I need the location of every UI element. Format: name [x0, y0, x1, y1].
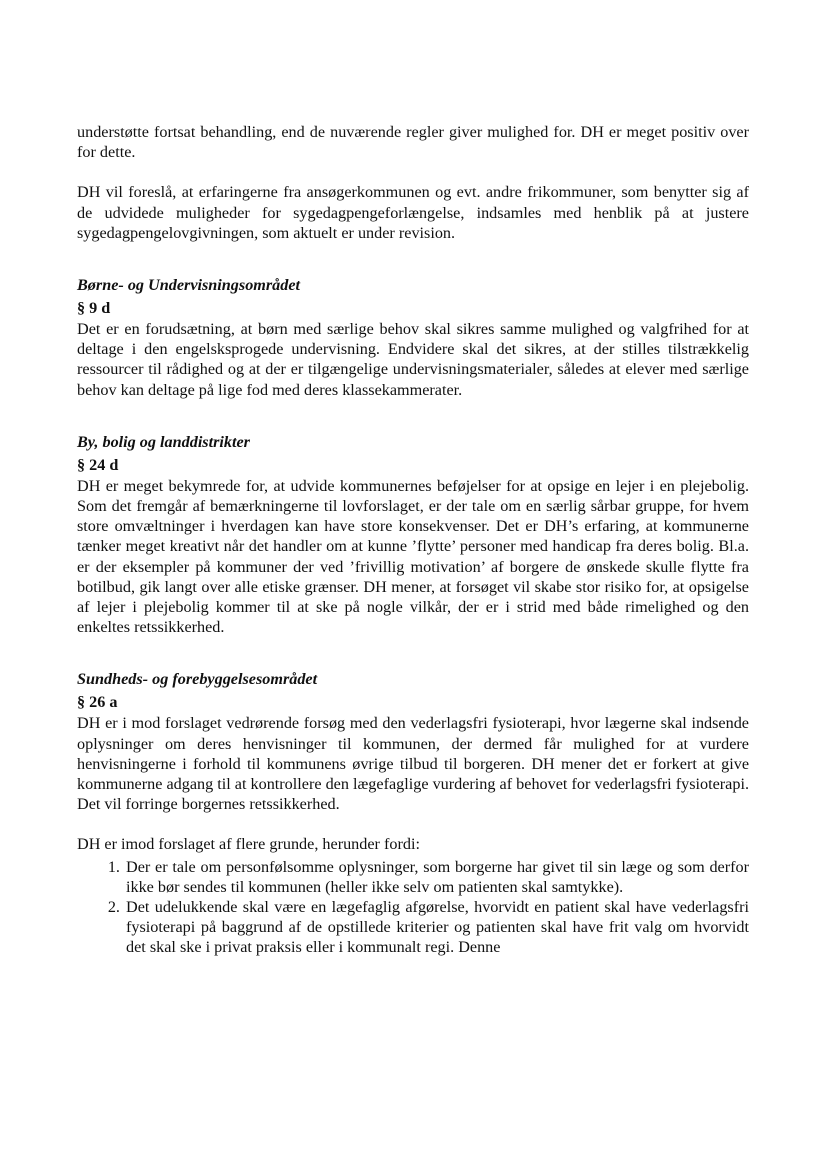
- section-text: Det er en forudsætning, at børn med særlige behov skal sikres samme mulighed og valgfrihed for at deltage i den engelsksprogede undervisning. Endvidere skal det sikres, at der stilles tilstrækkelig ressourcer til rådighed og at der er tilgængelige undervisningsmaterialer, således at elever med særlige behov kan deltage på lige fod med deres klassekammerater.: [77, 320, 749, 399]
- document-page: [77, 122, 749, 958]
- section-heading: By, bolig og landdistrikter: [77, 432, 250, 451]
- section-by-bolig-landdistrikter: [77, 432, 749, 638]
- reasons-intro: DH er imod forslaget af flere grunde, herunder fordi:: [77, 835, 420, 854]
- intro-paragraph-1: understøtte fortsat behandling, end de nuværende regler giver mulighed for. DH er meget positiv over for dette.: [77, 123, 749, 162]
- paragraph-number: § 9 d: [77, 299, 111, 318]
- intro-paragraph-2: DH vil foreslå, at erfaringerne fra ansøgerkommunen og evt. andre frikommuner, som benytter sig af de udvidede muligheder for sygedagpengeforlængelse, indsamles med henblik på at justere sygedagpengelovgivningen, som aktuelt er under revision.: [77, 183, 749, 242]
- reasons-list: [77, 857, 749, 958]
- paragraph-number: § 26 a: [77, 693, 118, 712]
- list-item: 1. Der er tale om personfølsomme oplysninger, som borgerne har givet til sin læge og som derfor ikke bør sendes til kommunen (heller ikke selv om patienten skal samtykke).: [124, 857, 749, 897]
- section-heading: Sundheds- og forebyggelsesområdet: [77, 670, 318, 689]
- list-item: 2. Det udelukkende skal være en lægefaglig afgørelse, hvorvidt en patient skal have vederlagsfri fysioterapi på baggrund af de opstillede kriterier og patienten skal have frit valg om hvorvidt det skal ske i privat praksis eller i kommunalt regi. Denne: [124, 897, 749, 958]
- section-sundhed-forebyggelse: [77, 669, 749, 814]
- section-text: DH er i mod forslaget vedrørende forsøg med den vederlagsfri fysioterapi, hvor lægerne skal indsende oplysninger om deres henvisninger til kommunen, der dermed får mulighed for at vurdere henvisningerne i forhold til kommunens øvrige tilbud til borgeren. DH mener det er forkert at give kommunerne adgang til at kontrollere den lægefaglige vurdering af behovet for vederlagsfri fysioterapi. Det vil forringe borgernes retssikkerhed.: [77, 714, 749, 814]
- section-text: DH er meget bekymrede for, at udvide kommunernes beføjelser for at opsige en lejer i en plejebolig. Som det fremgår af bemærkningerne til lovforslaget, er der tale om en særlig sårbar gruppe, for hvem store omvæltninger i hverdagen kan have store konsekvenser. Det er DH’s erfaring, at kommunerne tænker meget kreativt når det handler om at kunne ’flytte’ personer med handicap fra deres bolig. Bl.a. er der eksempler på kommuner der ved ’frivillig motivation’ af borgere de ønskede skulle flytte fra botilbud, gik langt over alle etiske grænser. DH mener, at forsøget vil skabe stor risiko for, at opsigelse af lejer i plejebolig kommer til at ske på nogle vilkår, der er i strid med både rimelighed og den enkeltes retssikkerhed.: [77, 476, 749, 637]
- section-heading: Børne- og Undervisningsområdet: [77, 276, 301, 295]
- paragraph-number: § 24 d: [77, 455, 119, 474]
- section-boerne-undervisning: [77, 275, 749, 400]
